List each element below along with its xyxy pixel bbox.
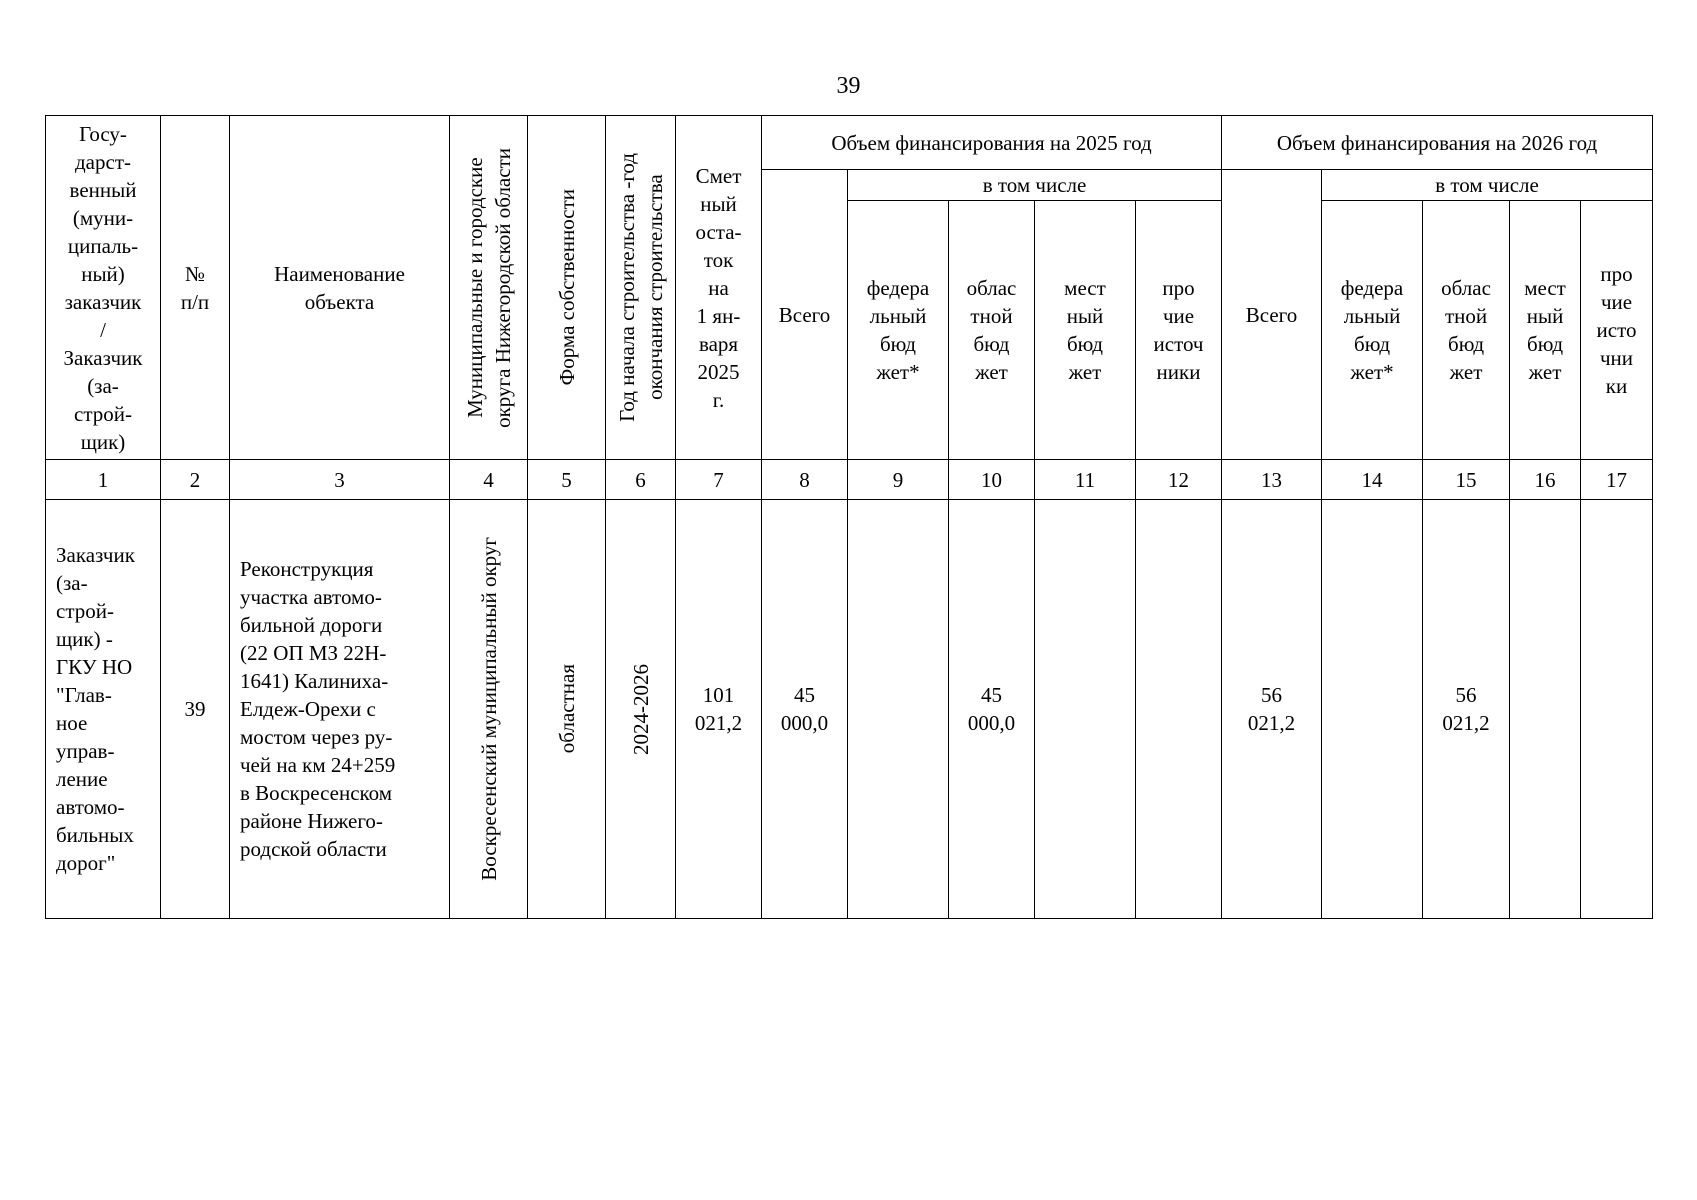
column-number: 2 (161, 460, 230, 500)
header-total-2026: Всего (1222, 170, 1322, 460)
header-federal-2025: федера льный бюд жет* (848, 201, 949, 460)
header-row-1 (46, 116, 1653, 170)
row-years-cell (606, 500, 676, 919)
header-years: Год начала строительства -год окончания строительства (614, 153, 667, 422)
header-ownership: Форма собственности (554, 189, 579, 386)
header-regional-2026: облас тной бюд жет (1423, 201, 1510, 460)
row-municipal-cell (450, 500, 528, 919)
row-number: 39 (161, 500, 230, 919)
row-local-2025 (1035, 500, 1136, 919)
header-number: № п/п (161, 116, 230, 460)
column-number: 1 (46, 460, 161, 500)
header-object-name: Наименование объекта (230, 116, 450, 460)
header-regional-2025: облас тной бюд жет (949, 201, 1035, 460)
column-number: 7 (676, 460, 762, 500)
column-number: 10 (949, 460, 1035, 500)
row-regional-2026: 56 021,2 (1423, 500, 1510, 919)
row-other-2026 (1581, 500, 1653, 919)
financing-table (45, 115, 1653, 919)
row-total-2026: 56 021,2 (1222, 500, 1322, 919)
header-including-2025: в том числе (848, 170, 1222, 201)
header-local-2025: мест ный бюд жет (1035, 201, 1136, 460)
row-other-2025 (1136, 500, 1222, 919)
header-years-cell (606, 116, 676, 460)
row-local-2026 (1510, 500, 1581, 919)
column-number: 16 (1510, 460, 1581, 500)
header-federal-2026: федера льный бюд жет* (1322, 201, 1423, 460)
column-number: 8 (762, 460, 848, 500)
row-balance: 101 021,2 (676, 500, 762, 919)
column-number: 11 (1035, 460, 1136, 500)
header-ownership-cell (528, 116, 606, 460)
row-municipal: Воскресенский муниципальный округ (476, 537, 501, 881)
column-number: 6 (606, 460, 676, 500)
row-years: 2024-2026 (628, 663, 653, 755)
row-ownership: областная (554, 664, 579, 754)
column-number: 17 (1581, 460, 1653, 500)
column-number: 14 (1322, 460, 1423, 500)
row-regional-2025: 45 000,0 (949, 500, 1035, 919)
column-number: 9 (848, 460, 949, 500)
row-customer: Заказчик (за- строй- щик) - ГКУ НО "Глав- ное управ- ление автомо- бильных дорог" (46, 500, 161, 919)
column-number: 13 (1222, 460, 1322, 500)
column-number: 5 (528, 460, 606, 500)
header-customer: Госу- дарст- венный (муни- ципаль- ный) заказчик / Заказчик (за- строй- щик) (46, 116, 161, 460)
header-municipal-cell (450, 116, 528, 460)
row-federal-2025 (848, 500, 949, 919)
column-number: 4 (450, 460, 528, 500)
header-including-2026: в том числе (1322, 170, 1653, 201)
column-number: 12 (1136, 460, 1222, 500)
header-municipal: Муниципальные и городские округа Нижегородской области (462, 147, 515, 428)
column-number-row (46, 460, 1653, 500)
header-total-2025: Всего (762, 170, 848, 460)
header-other-2025: про чие источ ники (1136, 201, 1222, 460)
column-number: 3 (230, 460, 450, 500)
header-other-2026: про чие исто чни ки (1581, 201, 1653, 460)
header-funding-2026: Объем финансирования на 2026 год (1222, 116, 1653, 170)
column-number: 15 (1423, 460, 1510, 500)
row-total-2025: 45 000,0 (762, 500, 848, 919)
row-object-name: Реконструкция участка автомо- бильной дороги (22 ОП МЗ 22Н- 1641) Калиниха- Елдеж-Орехи с мостом через ру- чей на км 24+259 в Воскресенском районе Нижего- родской области (230, 500, 450, 919)
header-balance: Смет ный оста- ток на 1 ян- варя 2025 г. (676, 116, 762, 460)
page-number: 39 (836, 73, 861, 99)
header-funding-2025: Объем финансирования на 2025 год (762, 116, 1222, 170)
row-ownership-cell (528, 500, 606, 919)
header-local-2026: мест ный бюд жет (1510, 201, 1581, 460)
table-row (46, 500, 1653, 919)
row-federal-2026 (1322, 500, 1423, 919)
